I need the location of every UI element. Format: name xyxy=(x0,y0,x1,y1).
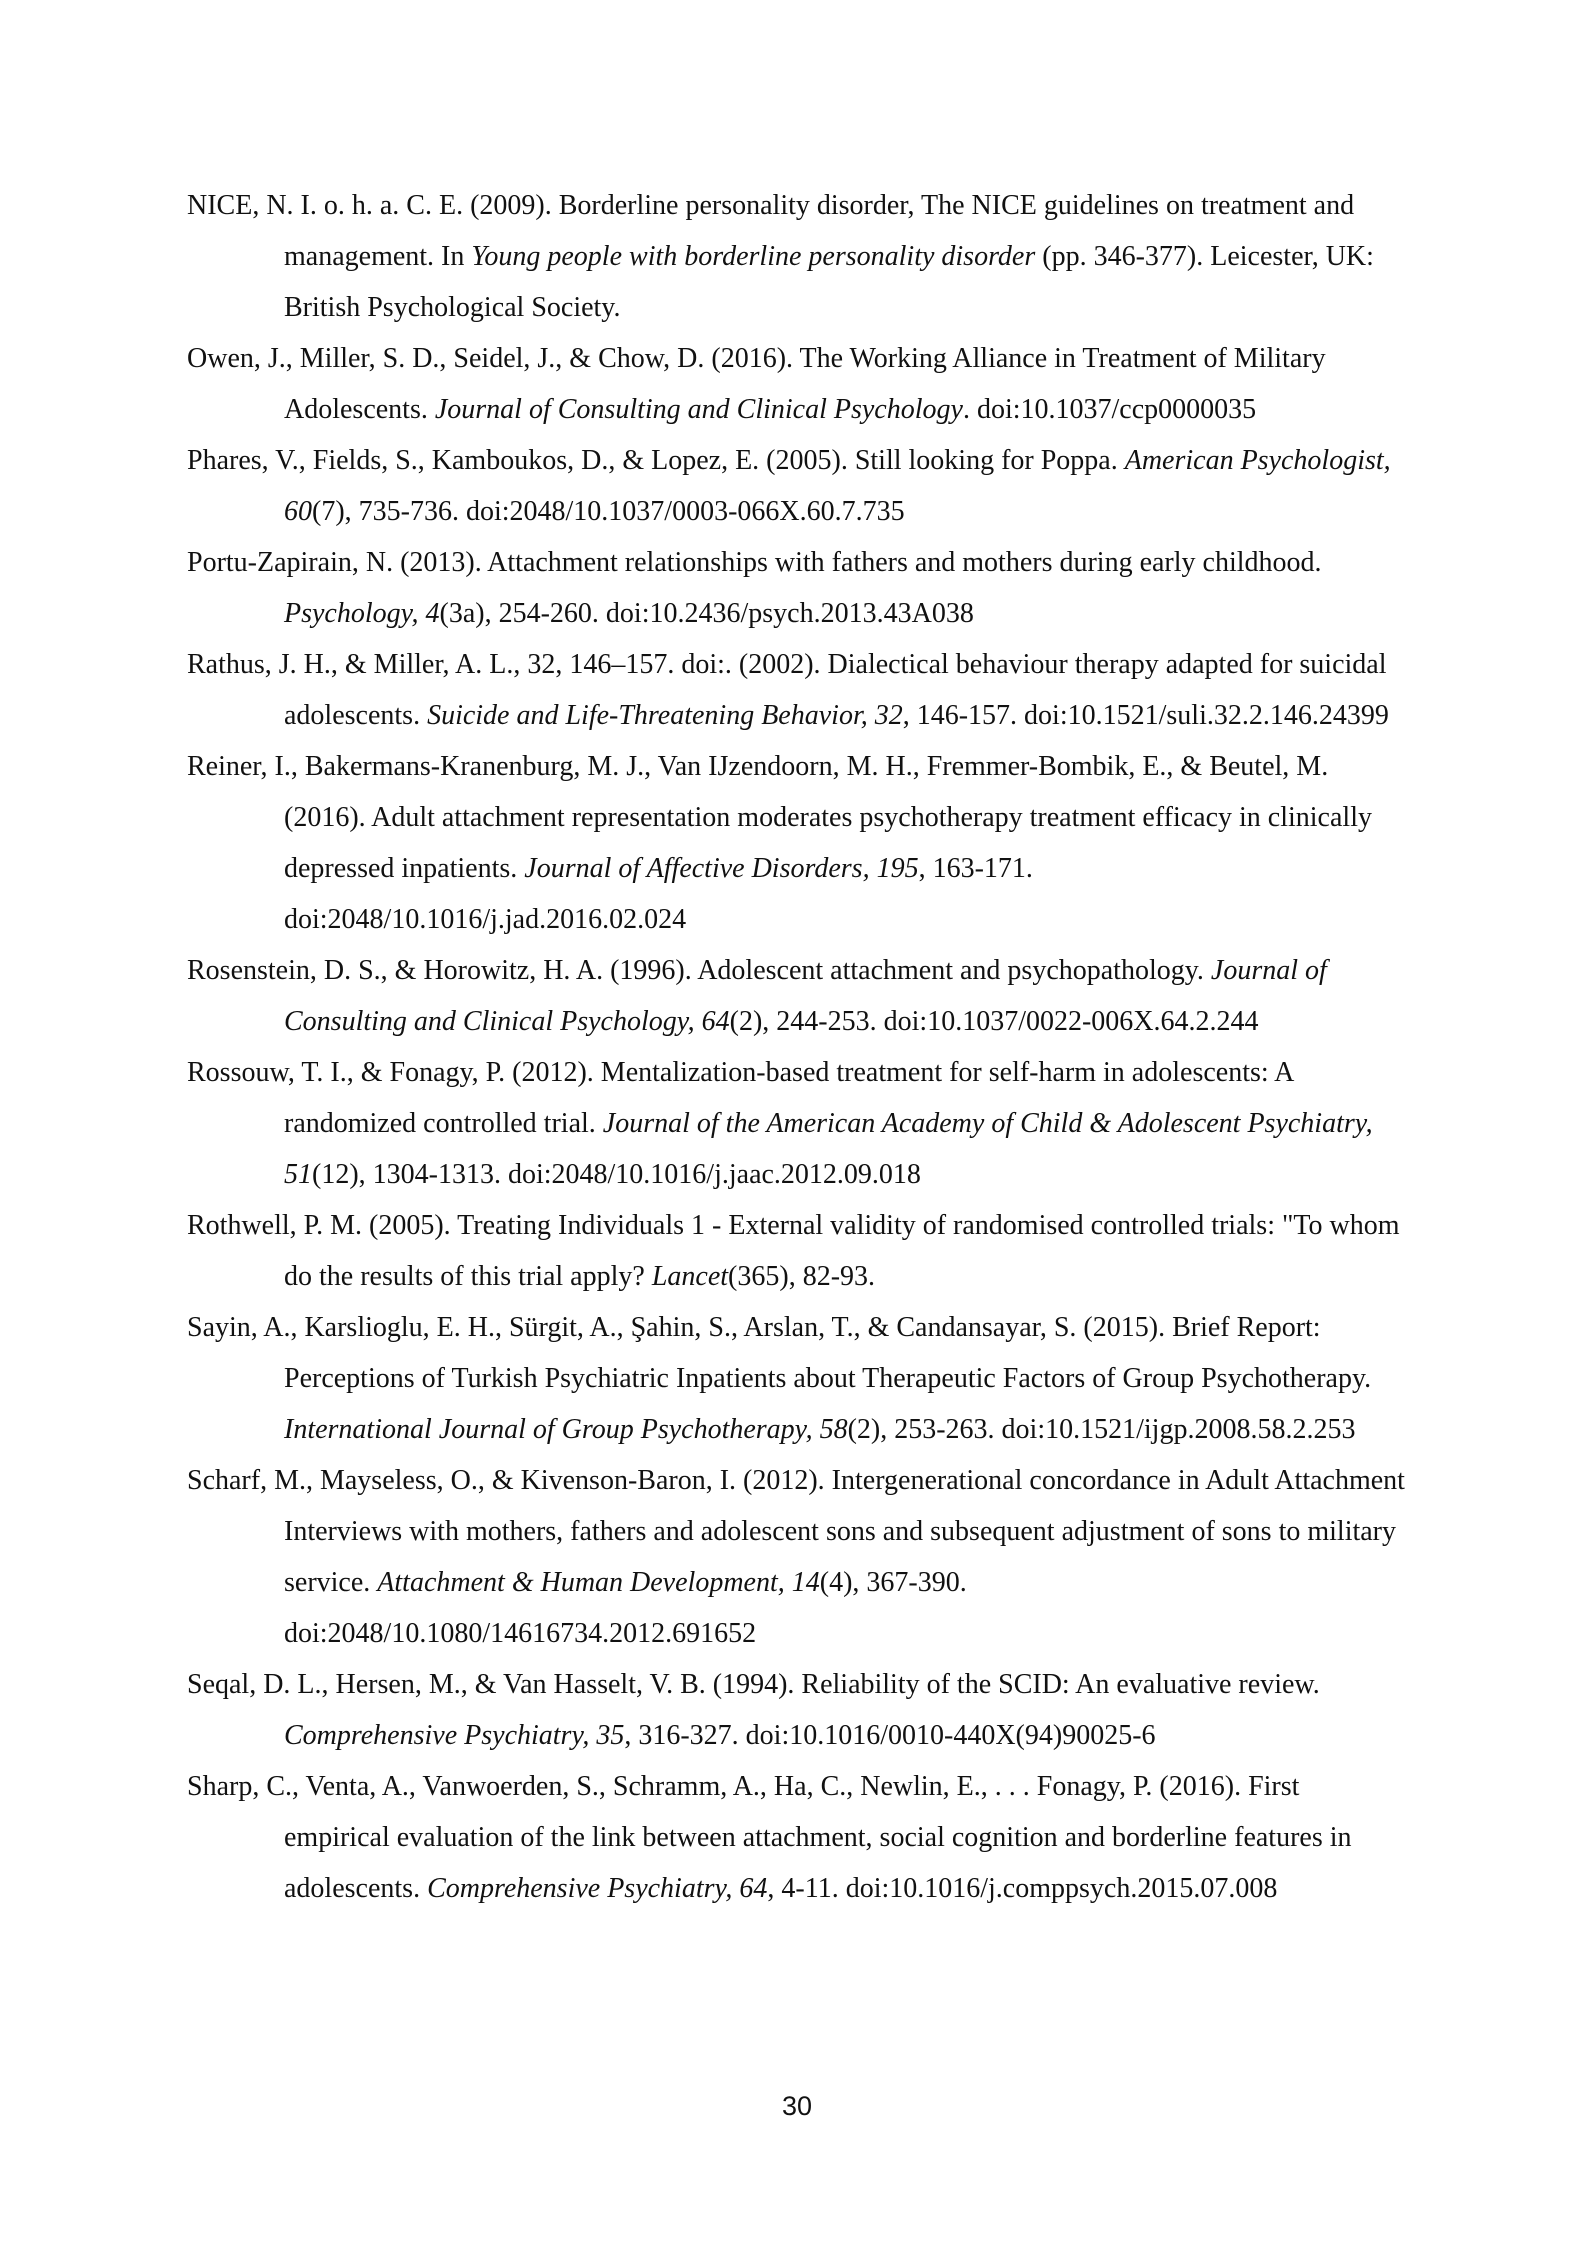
reference-text: Rosenstein, D. S., & Horowitz, H. A. (1996). Adolescent attachment and psychopathology. xyxy=(187,955,1211,986)
reference-text: Owen, J., Miller, S. D., Seidel, J., & Chow, D. (2016). The Working Alliance in Treatment of Military Adolescents. xyxy=(187,343,1326,425)
reference-journal-italic: International Journal of Group Psychotherapy, 58 xyxy=(284,1414,848,1445)
reference-entry-owen-2016 xyxy=(187,333,1412,435)
reference-entry-rossouw-2012 xyxy=(187,1047,1412,1200)
reference-text: Portu-Zapirain, N. (2013). Attachment relationships with fathers and mothers during early childhood. xyxy=(187,547,1322,578)
reference-entry-nice-2009 xyxy=(187,180,1412,333)
reference-text: (12), 1304-1313. doi:2048/10.1016/j.jaac.2012.09.018 xyxy=(312,1159,921,1190)
reference-text: NICE, N. I. o. h. a. C. E. (2009). Borderline personality disorder, The NICE guidelines on treatment and management. In xyxy=(187,190,1355,272)
reference-text: , 163-171. doi:2048/10.1016/j.jad.2016.02.024 xyxy=(284,853,1033,935)
reference-text: , 316-327. doi:10.1016/0010-440X(94)90025-6 xyxy=(624,1720,1156,1751)
reference-entry-phares-2005 xyxy=(187,435,1412,537)
reference-entry-scharf-2012 xyxy=(187,1455,1412,1659)
reference-journal-italic: Attachment & Human Development, 14 xyxy=(377,1567,820,1598)
reference-journal-italic: Comprehensive Psychiatry, 64 xyxy=(427,1873,768,1904)
reference-entry-sharp-2016 xyxy=(187,1761,1412,1914)
reference-text: , 146-157. doi:10.1521/suli.32.2.146.24399 xyxy=(902,700,1389,731)
reference-journal-italic: Psychology, 4 xyxy=(284,598,440,629)
reference-text: (365), 82-93. xyxy=(728,1261,876,1292)
reference-title-italic: Young people with borderline personality disorder xyxy=(471,241,1036,272)
reference-text: (4), 367-390. doi:2048/10.1080/14616734.2012.691652 xyxy=(284,1567,967,1649)
reference-text: Phares, V., Fields, S., Kamboukos, D., & Lopez, E. (2005). Still looking for Poppa. xyxy=(187,445,1125,476)
reference-journal-italic: Suicide and Life-Threatening Behavior, 32 xyxy=(427,700,903,731)
reference-text: Reiner, I., Bakermans-Kranenburg, M. J., Van IJzendoorn, M. H., Fremmer-Bombik, E., & Beutel, M. (2016). Adult attachment representation moderates psychotherapy treatment efficacy in clinically depressed inpatients. xyxy=(187,751,1372,884)
reference-text: , 4-11. doi:10.1016/j.comppsych.2015.07.008 xyxy=(767,1873,1278,1904)
reference-entry-reiner-2016 xyxy=(187,741,1412,945)
reference-journal-italic: Lancet xyxy=(651,1261,729,1292)
reference-text: Sharp, C., Venta, A., Vanwoerden, S., Schramm, A., Ha, C., Newlin, E., . . . Fonagy, P. (2016). First empirical evaluation of the link between attachment, social cognition and borderline features in adolescents. xyxy=(187,1771,1352,1904)
reference-entry-rathus-2002 xyxy=(187,639,1412,741)
reference-entry-sayin-2015 xyxy=(187,1302,1412,1455)
reference-text: Rothwell, P. M. (2005). Treating Individuals 1 - External validity of randomised controlled trials: "To whom do the results of this trial apply? xyxy=(187,1210,1400,1292)
reference-entry-rothwell-2005 xyxy=(187,1200,1412,1302)
reference-journal-italic: Journal of Affective Disorders, 195 xyxy=(524,853,919,884)
reference-journal-italic: Comprehensive Psychiatry, 35 xyxy=(284,1720,625,1751)
reference-text: Rathus, J. H., & Miller, A. L., 32, 146–157. doi:. (2002). Dialectical behaviour therapy adapted for suicidal adolescents. xyxy=(187,649,1387,731)
reference-text: Seqal, D. L., Hersen, M., & Van Hasselt, V. B. (1994). Reliability of the SCID: An evaluative review. xyxy=(187,1669,1320,1700)
reference-text: . doi:10.1037/ccp0000035 xyxy=(962,394,1257,425)
reference-entry-seqal-1994 xyxy=(187,1659,1412,1761)
reference-entry-portu-zapirain-2013 xyxy=(187,537,1412,639)
reference-list xyxy=(187,180,1412,1914)
reference-text: (7), 735-736. doi:2048/10.1037/0003-066X.60.7.735 xyxy=(312,496,905,527)
page-number: 30 xyxy=(781,2091,813,2121)
reference-journal-italic: American Psychologist, 60 xyxy=(284,445,1391,527)
reference-journal-italic: Journal of Consulting and Clinical Psychology xyxy=(434,394,963,425)
reference-entry-rosenstein-1996 xyxy=(187,945,1412,1047)
reference-text: Rossouw, T. I., & Fonagy, P. (2012). Mentalization-based treatment for self-harm in adolescents: A randomized controlled trial. xyxy=(187,1057,1293,1139)
reference-text: Sayin, A., Karslioglu, E. H., Sürgit, A., Şahin, S., Arslan, T., & Candansayar, S. (2015). Brief Report: Perceptions of Turkish Psychiatric Inpatients about Therapeutic Factors of Group Psychotherapy. xyxy=(187,1312,1372,1394)
reference-text: Scharf, M., Mayseless, O., & Kivenson-Baron, I. (2012). Intergenerational concordance in Adult Attachment Interviews with mothers, fathers and adolescent sons and subsequent adjustment of sons to military service. xyxy=(187,1465,1405,1598)
reference-text: (2), 244-253. doi:10.1037/0022-006X.64.2.244 xyxy=(729,1006,1259,1037)
reference-journal-italic: Journal of the American Academy of Child & Adolescent Psychiatry, 51 xyxy=(284,1108,1373,1190)
reference-text: (pp. 346-377). Leicester, UK: British Psychological Society. xyxy=(284,241,1374,323)
reference-text: (2), 253-263. doi:10.1521/ijgp.2008.58.2.253 xyxy=(847,1414,1356,1445)
reference-journal-italic: Journal of Consulting and Clinical Psychology, 64 xyxy=(284,955,1327,1037)
reference-text: (3a), 254-260. doi:10.2436/psych.2013.43A038 xyxy=(439,598,974,629)
